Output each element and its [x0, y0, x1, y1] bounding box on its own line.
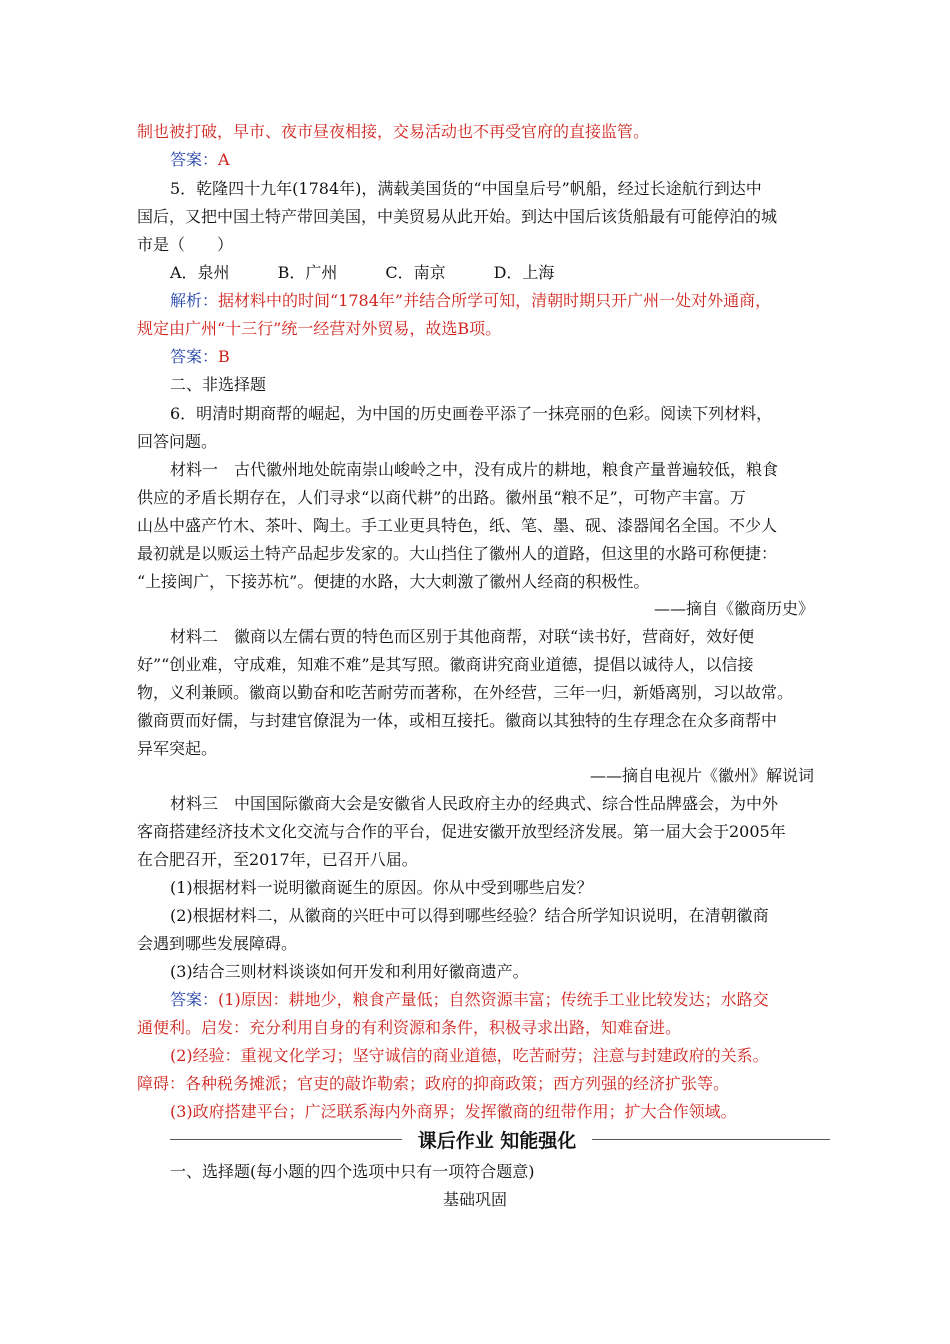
material-two: 徽商贾而好儒，与封建官僚混为一体，或相互接托。徽商以其独特的生存理念在众多商帮中	[137, 711, 778, 730]
sub-question: (2)根据材料二，从徽商的兴旺中可以得到哪些经验？结合所学知识说明，在清朝徽商	[170, 906, 769, 925]
question-text: 5．乾隆四十九年(1784年)，满载美国货的“中国皇后号”帆船，经过长途航行到达中	[170, 179, 762, 198]
material-source: ——摘自《徽商历史》	[653, 599, 814, 618]
text-line: 制也被打破，早市、夜市昼夜相接，交易活动也不再受官府的直接监管。	[137, 122, 650, 141]
section-banner	[170, 1128, 830, 1152]
material-two: 异军突起。	[137, 739, 218, 758]
analysis-label: 解析：	[170, 291, 219, 310]
option-c: C．南京	[385, 263, 446, 282]
question-text: 市是（ ）	[137, 235, 234, 254]
question-text: 回答问题。	[137, 432, 218, 451]
material-one: 材料一 古代徽州地处皖南崇山峻岭之中，没有成片的耕地，粮食产量普遍较低，粮食	[170, 460, 779, 479]
banner-title: 课后作业 知能强化	[417, 1130, 577, 1152]
analysis-text: 据材料中的时间“1784年”并结合所学可知，清朝时期只开广州一处对外通商，	[218, 291, 772, 310]
material-three: 在合肥召开，至2017年，已召开八届。	[137, 850, 418, 869]
answer-label: 答案：	[170, 150, 219, 169]
divider	[592, 1139, 830, 1140]
answer-text: (1)原因：耕地少，粮食产量低；自然资源丰富；传统手工业比较发达；水路交	[218, 990, 769, 1009]
option-a: A．泉州	[170, 263, 230, 282]
answer-value: A	[218, 150, 230, 169]
sub-question: 会遇到哪些发展障碍。	[137, 934, 298, 953]
material-two: 物，义利兼顾。徽商以勤奋和吃苦耐劳而著称，在外经营，三年一归，新婚离别，习以故常。	[137, 683, 794, 702]
material-one: 最初就是以贩运土特产品起步发家的。大山挡住了徽州人的道路，但这里的水路可称便捷：	[137, 544, 778, 563]
answer-line	[170, 988, 769, 1012]
divider	[170, 1139, 402, 1140]
section-heading: 一、选择题(每小题的四个选项中只有一项符合题意)	[170, 1162, 535, 1181]
answer-text: 通便利。启发：充分利用自身的有利资源和条件，积极寻求出路，知难奋进。	[137, 1018, 682, 1037]
material-source: ——摘自电视片《徽州》解说词	[589, 766, 814, 785]
question-text: 6．明清时期商帮的崛起，为中国的历史画卷平添了一抹亮丽的色彩。阅读下列材料，	[170, 404, 773, 423]
answer-text: (3)政府搭建平台；广泛联系海内外商界；发挥徽商的纽带作用；扩大合作领域。	[170, 1102, 737, 1121]
material-two: 材料二 徽商以左儒右贾的特色而区别于其他商帮，对联“读书好，营商好，效好便	[170, 627, 755, 646]
option-d: D．上海	[493, 263, 555, 282]
answer-label: 答案：	[170, 990, 219, 1009]
answer-value: B	[218, 347, 230, 366]
option-b: B．广州	[277, 263, 338, 282]
material-one: 山丛中盛产竹木、茶叶、陶土。手工业更具特色，纸、笔、墨、砚、漆器闻名全国。不少人	[137, 516, 778, 535]
sub-heading: 基础巩固	[442, 1190, 507, 1209]
sub-question: (1)根据材料一说明徽商诞生的原因。你从中受到哪些启发？	[170, 878, 593, 897]
analysis-line	[170, 289, 771, 313]
material-three: 材料三 中国国际徽商大会是安徽省人民政府主办的经典式、综合性品牌盛会，为中外	[170, 794, 779, 813]
material-three: 客商搭建经济技术文化交流与合作的平台，促进安徽开放型经济发展。第一届大会于2005年	[137, 822, 786, 841]
sub-question: (3)结合三则材料谈谈如何开发和利用好徽商遗产。	[170, 962, 529, 981]
options-row	[170, 261, 554, 285]
answer-line	[170, 345, 230, 369]
analysis-text: 规定由广州“十三行”统一经营对外贸易，故选B项。	[137, 319, 502, 338]
material-two: 好”“创业难，守成难，知难不难”是其写照。徽商讲究商业道德，提倡以诚待人，以信接	[137, 655, 754, 674]
answer-text: 障碍：各种税务摊派；官吏的敲诈勒索；政府的抑商政策；西方列强的经济扩张等。	[137, 1074, 730, 1093]
material-one: “上接闽广，下接苏杭”。便捷的水路，大大刺激了徽州人经商的积极性。	[137, 572, 650, 591]
question-text: 国后，又把中国土特产带回美国，中美贸易从此开始。到达中国后该货船最有可能停泊的城	[137, 207, 778, 226]
answer-text: (2)经验：重视文化学习；坚守诚信的商业道德，吃苦耐劳；注意与封建政府的关系。	[170, 1046, 769, 1065]
answer-line	[170, 148, 230, 172]
section-heading: 二、非选择题	[170, 375, 267, 394]
answer-label: 答案：	[170, 347, 219, 366]
material-one: 供应的矛盾长期存在，人们寻求“以商代耕”的出路。徽州虽“粮不足”，可物产丰富。万	[137, 488, 746, 507]
